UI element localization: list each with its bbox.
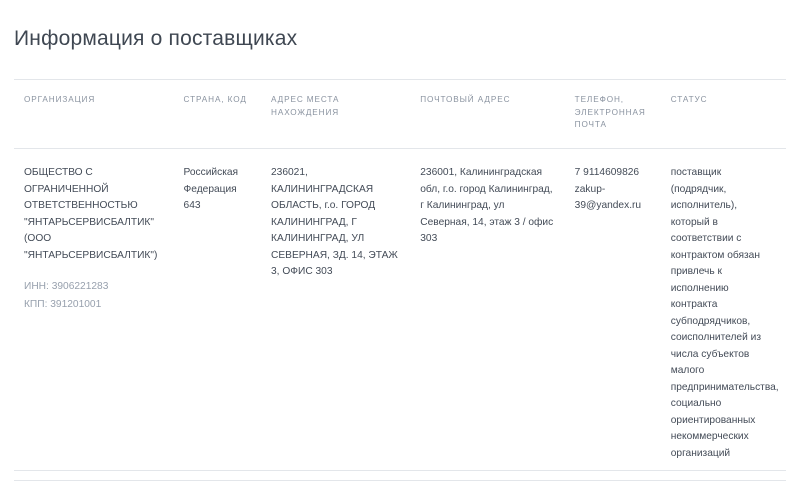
- table-header: [14, 80, 786, 149]
- column-header-status: СТАТУС: [661, 80, 786, 149]
- cell-country-code: Российская Федерация 643: [174, 149, 261, 481]
- cell-location-address: 236021, КАЛИНИНГРАДСКАЯ ОБЛАСТЬ, г.о. ГОРОД КАЛИНИНГРАД, Г КАЛИНИНГРАД, УЛ СЕВЕРНАЯ, ЗД. 14, ЭТАЖ 3, ОФИС 303: [261, 149, 410, 481]
- organization-inn: ИНН: 3906221283: [24, 281, 109, 293]
- cell-phone-email: [565, 149, 661, 481]
- supplier-info-page: [0, 27, 800, 477]
- table-header-row: [14, 80, 786, 149]
- column-header-postal-address: ПОЧТОВЫЙ АДРЕС: [410, 80, 564, 149]
- column-header-phone-email: ТЕЛЕФОН, ЭЛЕКТРОННАЯ ПОЧТА: [565, 80, 661, 149]
- cell-organization: [14, 149, 174, 481]
- cell-status: поставщик (подрядчик, исполнитель), который в соответствии с контрактом обязан привлечь к исполнению контракта субподрядчиков, соисполнителей из числа субъектов малого предпринимательства, социально ориентированных некоммерческих организаций: [661, 149, 786, 481]
- table-body: [14, 149, 786, 481]
- suppliers-table: [14, 79, 786, 481]
- organization-codes: [24, 278, 164, 313]
- contact-email: zakup-39@yandex.ru: [574, 183, 642, 212]
- bottom-divider: [14, 470, 786, 471]
- column-header-location-address: АДРЕС МЕСТА НАХОЖДЕНИЯ: [261, 80, 410, 149]
- contact-phone: 7 9114609826: [574, 167, 640, 179]
- column-header-country-code: СТРАНА, КОД: [174, 80, 261, 149]
- column-header-organization: ОРГАНИЗАЦИЯ: [14, 80, 174, 149]
- organization-kpp: КПП: 391201001: [24, 298, 102, 310]
- organization-name: ОБЩЕСТВО С ОГРАНИЧЕННОЙ ОТВЕТСТВЕННОСТЬЮ "ЯНТАРЬСЕРВИСБАЛТИК" (ООО "ЯНТАРЬСЕРВИСБАЛТИК"): [24, 167, 158, 261]
- cell-postal-address: 236001, Калининградская обл, г.о. город Калининград, г Калининград, ул Северная, 14, этаж 3 / офис 303: [410, 149, 564, 481]
- page-title: Информация о поставщиках: [14, 27, 298, 50]
- table-row: [14, 149, 786, 481]
